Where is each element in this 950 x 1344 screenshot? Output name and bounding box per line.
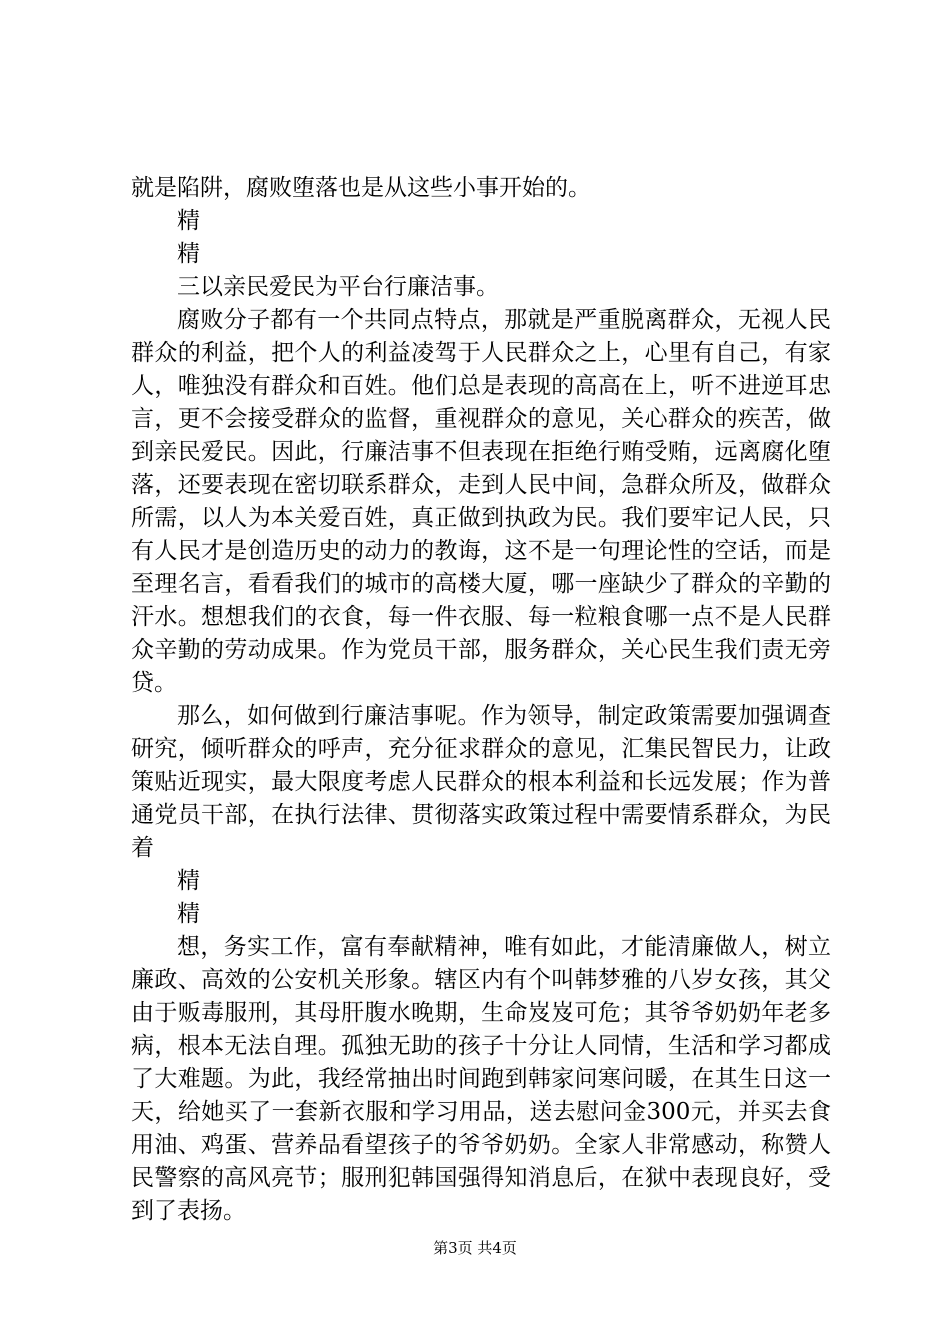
paragraph: 腐败分子都有一个共同点特点，那就是严重脱离群众，无视人民群众的利益，把个人的利益凌驾于人民群众之上，心里有自己，有家人，唯独没有群众和百姓。他们总是表现的高高在上，听不进逆耳忠言，更不会接受群众的监督，重视群众的意见，关心群众的疾苦，做到亲民爱民。因此，行廉洁事不但表现在拒绝行贿受贿，远离腐化堕落，还要表现在密切联系群众，走到人民中间，急群众所及，做群众所需，以人为本关爱百姓，真正做到执政为民。我们要牢记人民，只有人民才是创造历史的动力的教诲，这不是一句理论性的空话，而是至理名言，看看我们的城市的高楼大厦，哪一座缺少了群众的辛勤的汗水。想想我们的衣食，每一件衣服、每一粒粮食哪一点不是人民群众辛勤的劳动成果。作为党员干部，服务群众，关心民生我们责无旁贷。: [131, 307, 831, 696]
page-footer: 第3页 共4页: [433, 1239, 517, 1257]
page-marker: 精: [177, 208, 200, 234]
page-marker: 精: [177, 901, 200, 927]
section-heading: 三以亲民爱民为平台行廉洁事。: [177, 274, 499, 300]
page-marker: 精: [177, 241, 200, 267]
paragraph-continuation: 就是陷阱，腐败堕落也是从这些小事开始的。: [131, 175, 591, 201]
page-marker: 精: [177, 868, 200, 894]
body-text: [131, 172, 831, 1228]
paragraph: 那么，如何做到行廉洁事呢。作为领导，制定政策需要加强调查研究，倾听群众的呼声，充分征求群众的意见，汇集民智民力，让政策贴近现实，最大限度考虑人民群众的根本利益和长远发展；作为普通党员干部，在执行法律、贯彻落实政策过程中需要情系群众，为民着: [131, 703, 831, 861]
paragraph: 想，务实工作，富有奉献精神，唯有如此，才能清廉做人，树立廉政、高效的公安机关形象。辖区内有个叫韩梦雅的八岁女孩，其父由于贩毒服刑，其母肝腹水晚期，生命岌岌可危；其爷爷奶奶年老多病，根本无法自理。孤独无助的孩子十分让人同情，生活和学习都成了大难题。为此，我经常抽出时间跑到韩家问寒问暖，在其生日这一天，给她买了一套新衣服和学习用品，送去慰问金300元，并买去食用油、鸡蛋、营养品看望孩子的爷爷奶奶。全家人非常感动，称赞人民警察的高风亮节；服刑犯韩国强得知消息后，在狱中表现良好，受到了表扬。: [131, 934, 831, 1224]
